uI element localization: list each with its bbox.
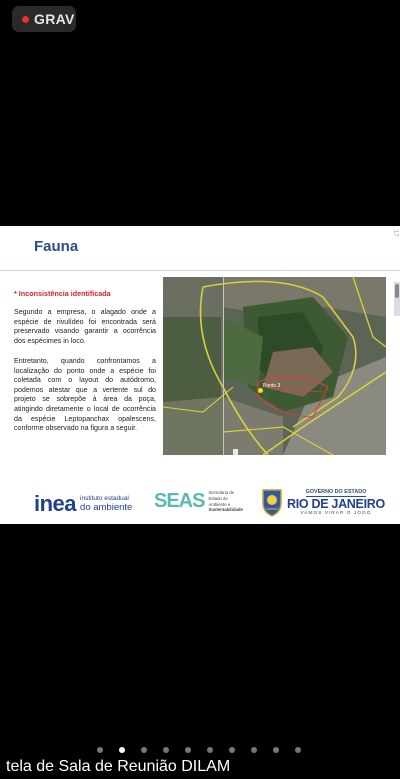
page-dot[interactable] — [229, 747, 235, 753]
inconsistency-label: * Inconsistência identificada — [14, 289, 111, 298]
map-inset-frame — [163, 277, 224, 455]
rio-de-janeiro-logo — [260, 487, 385, 517]
recording-label: GRAV — [34, 11, 75, 27]
meeting-room-caption: tela de Sala de Reunião DILAM — [6, 758, 231, 775]
record-dot-icon — [22, 16, 29, 23]
inea-line1: instituto estadual — [80, 495, 129, 502]
inea-wordmark: inea — [34, 491, 77, 516]
page-indicator — [0, 745, 400, 755]
inea-logo — [34, 491, 132, 517]
seas-line3: Ambiente e — [208, 501, 231, 507]
paragraph-company: Segundo a empresa, o alagado onde a espécie de rivulídeo foi encontrada será preservado visando garantir a ocorrência dos espécimes in loco. — [14, 308, 156, 345]
shared-slide[interactable] — [0, 226, 400, 524]
page-dot[interactable] — [163, 747, 169, 753]
paragraph-confrontation: Entretanto, quando confrontamos a localização do ponto onde a espécie foi coletada com o layout do autódromo, podemos atestar que a vertente sul do projeto se sobrepõe à área da poça, atingindo diretamente o local de ocorrência da espécie Leptopanchax opalescens, conforme observado na figura a seguir. — [14, 357, 156, 433]
seas-line4: Sustentabilidade — [208, 507, 243, 513]
page-dot[interactable] — [185, 747, 191, 753]
satellite-map — [163, 277, 386, 455]
rj-line2: RIO DE JANEIRO — [287, 496, 385, 511]
slide-scrollbar[interactable] — [394, 282, 400, 316]
slide-number: 17 — [392, 230, 398, 237]
logo-footer — [0, 485, 400, 521]
page-dot[interactable] — [207, 747, 213, 753]
title-divider — [0, 270, 400, 271]
page-dot[interactable] — [295, 747, 301, 753]
seas-wordmark: SEAS — [154, 490, 205, 512]
page-dot-active[interactable] — [119, 747, 125, 753]
page-dot[interactable] — [251, 747, 257, 753]
map-marker-label: Ponto 3 — [263, 383, 281, 389]
page-dot[interactable] — [273, 747, 279, 753]
seas-line2: Estado do — [208, 495, 228, 501]
inea-line2: do ambiente — [80, 502, 133, 513]
seas-line1: Secretaria de — [208, 490, 235, 496]
page-dot[interactable] — [97, 747, 103, 753]
recording-badge[interactable] — [12, 6, 76, 32]
rj-line1: GOVERNO DO ESTADO — [305, 488, 367, 495]
scrollbar-thumb[interactable] — [395, 284, 399, 298]
state-crest-icon — [260, 487, 284, 517]
seas-logo — [154, 490, 243, 513]
rj-line3: VAMOS VIRAR O JOGO — [300, 510, 372, 516]
slide-title: Fauna — [34, 238, 79, 255]
page-dot[interactable] — [141, 747, 147, 753]
